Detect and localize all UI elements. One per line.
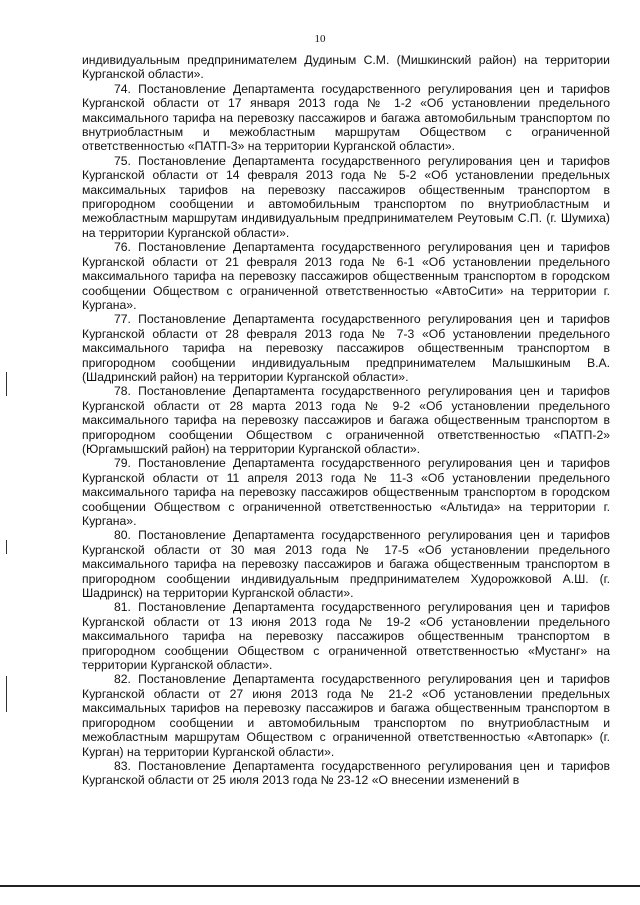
scan-margin-mark: [6, 676, 7, 712]
paragraph-continuation: индивидуальным предпринимателем Дудиным С.М. (Мишкинский район) на территории Курганской области».: [82, 53, 610, 82]
paragraph-82: 82. Постановление Департамента государственного регулирования цен и тарифов Курганской области от 27 июня 2013 года № 21-2 «Об установлении предельных максимальных тарифов на перевозку пассажиров и багажа общественным транспортом в пригородном сообщении и автомобильным транспортом по внутриобластным и межобластным маршрутам Обществом с ограниченной ответственностью «Автопарк» (г. Курган) на территории Курганской области».: [82, 672, 610, 759]
scan-margin-mark: [6, 540, 7, 554]
paragraph-80: 80. Постановление Департамента государственного регулирования цен и тарифов Курганской области от 30 мая 2013 года № 17-5 «Об установлении предельного максимального тарифа на перевозку пассажиров и багажа общественным транспортом в пригородном сообщении индивидуальным предпринимателем Худорожковой А.Ш. (г. Шадринск) на территории Курганской области».: [82, 528, 610, 601]
paragraph-81: 81. Постановление Департамента государственного регулирования цен и тарифов Курганской области от 13 июня 2013 года № 19-2 «Об установлении предельного максимального тарифа на перевозку пассажиров общественным транспортом в пригородном сообщении Обществом с ограниченной ответственностью «Мустанг» на территории Курганской области».: [82, 600, 610, 673]
paragraph-79: 79. Постановление Департамента государственного регулирования цен и тарифов Курганской области от 11 апреля 2013 года № 11-3 «Об установлении предельного максимального тарифа на перевозку пассажиров общественным транспортом в городском сообщении Обществом с ограниченной ответственностью «Альтида» на территории г. Кургана».: [82, 456, 610, 528]
paragraph-75: 75. Постановление Департамента государственного регулирования цен и тарифов Курганской области от 14 февраля 2013 года № 5-2 «Об установлении предельных максимальных тарифов на перевозку пассажиров общественным транспортом в пригородном сообщении и автомобильным транспортом по внутриобластным и межобластным маршрутам индивидуальным предпринимателем Реутовым С.П. (г. Шумиха) на территории Курганской области».: [82, 153, 610, 240]
paragraph-83: 83. Постановление Департамента государственного регулирования цен и тарифов Курганской области от 25 июля 2013 года № 23-12 «О внесении изменений в: [82, 758, 610, 788]
paragraph-77: 77. Постановление Департамента государственного регулирования цен и тарифов Курганской области от 28 февраля 2013 года № 7-3 «Об установлении предельного максимального тарифа на перевозку пассажиров общественным транспортом в пригородном сообщении индивидуальным предпринимателем Малышкиным В.А. (Шадринский район) на территории Курганской области».: [82, 312, 610, 384]
page-number: 10: [314, 33, 326, 45]
paragraph-74: 74. Постановление Департамента государственного регулирования цен и тарифов Курганской области от 17 января 2013 года № 1-2 «Об установлении предельного максимального тарифа на перевозку пассажиров и багажа автомобильным транспортом по внутриобластным и межобластным маршрутам Обществом с ограниченной ответственностью «ПАТП-3» на территории Курганской области».: [82, 81, 610, 154]
scan-bottom-edge: [0, 885, 640, 887]
document-body: [82, 53, 610, 788]
paragraph-78: 78. Постановление Департамента государственного регулирования цен и тарифов Курганской области от 28 марта 2013 года № 9-2 «Об установлении предельного максимального тарифа на перевозку пассажиров и багажа общественным транспортом в пригородном сообщении Обществом с ограниченной ответственностью «ПАТП-2» (Юргамышский район) на территории Курганской области».: [82, 384, 610, 456]
scan-margin-mark: [6, 372, 7, 396]
paragraph-76: 76. Постановление Департамента государственного регулирования цен и тарифов Курганской области от 21 февраля 2013 года № 6-1 «Об установлении предельного максимального тарифа на перевозку пассажиров общественным транспортом в городском сообщении Обществом с ограниченной ответственностью «АвтоСити» на территории г. Кургана».: [82, 240, 610, 312]
